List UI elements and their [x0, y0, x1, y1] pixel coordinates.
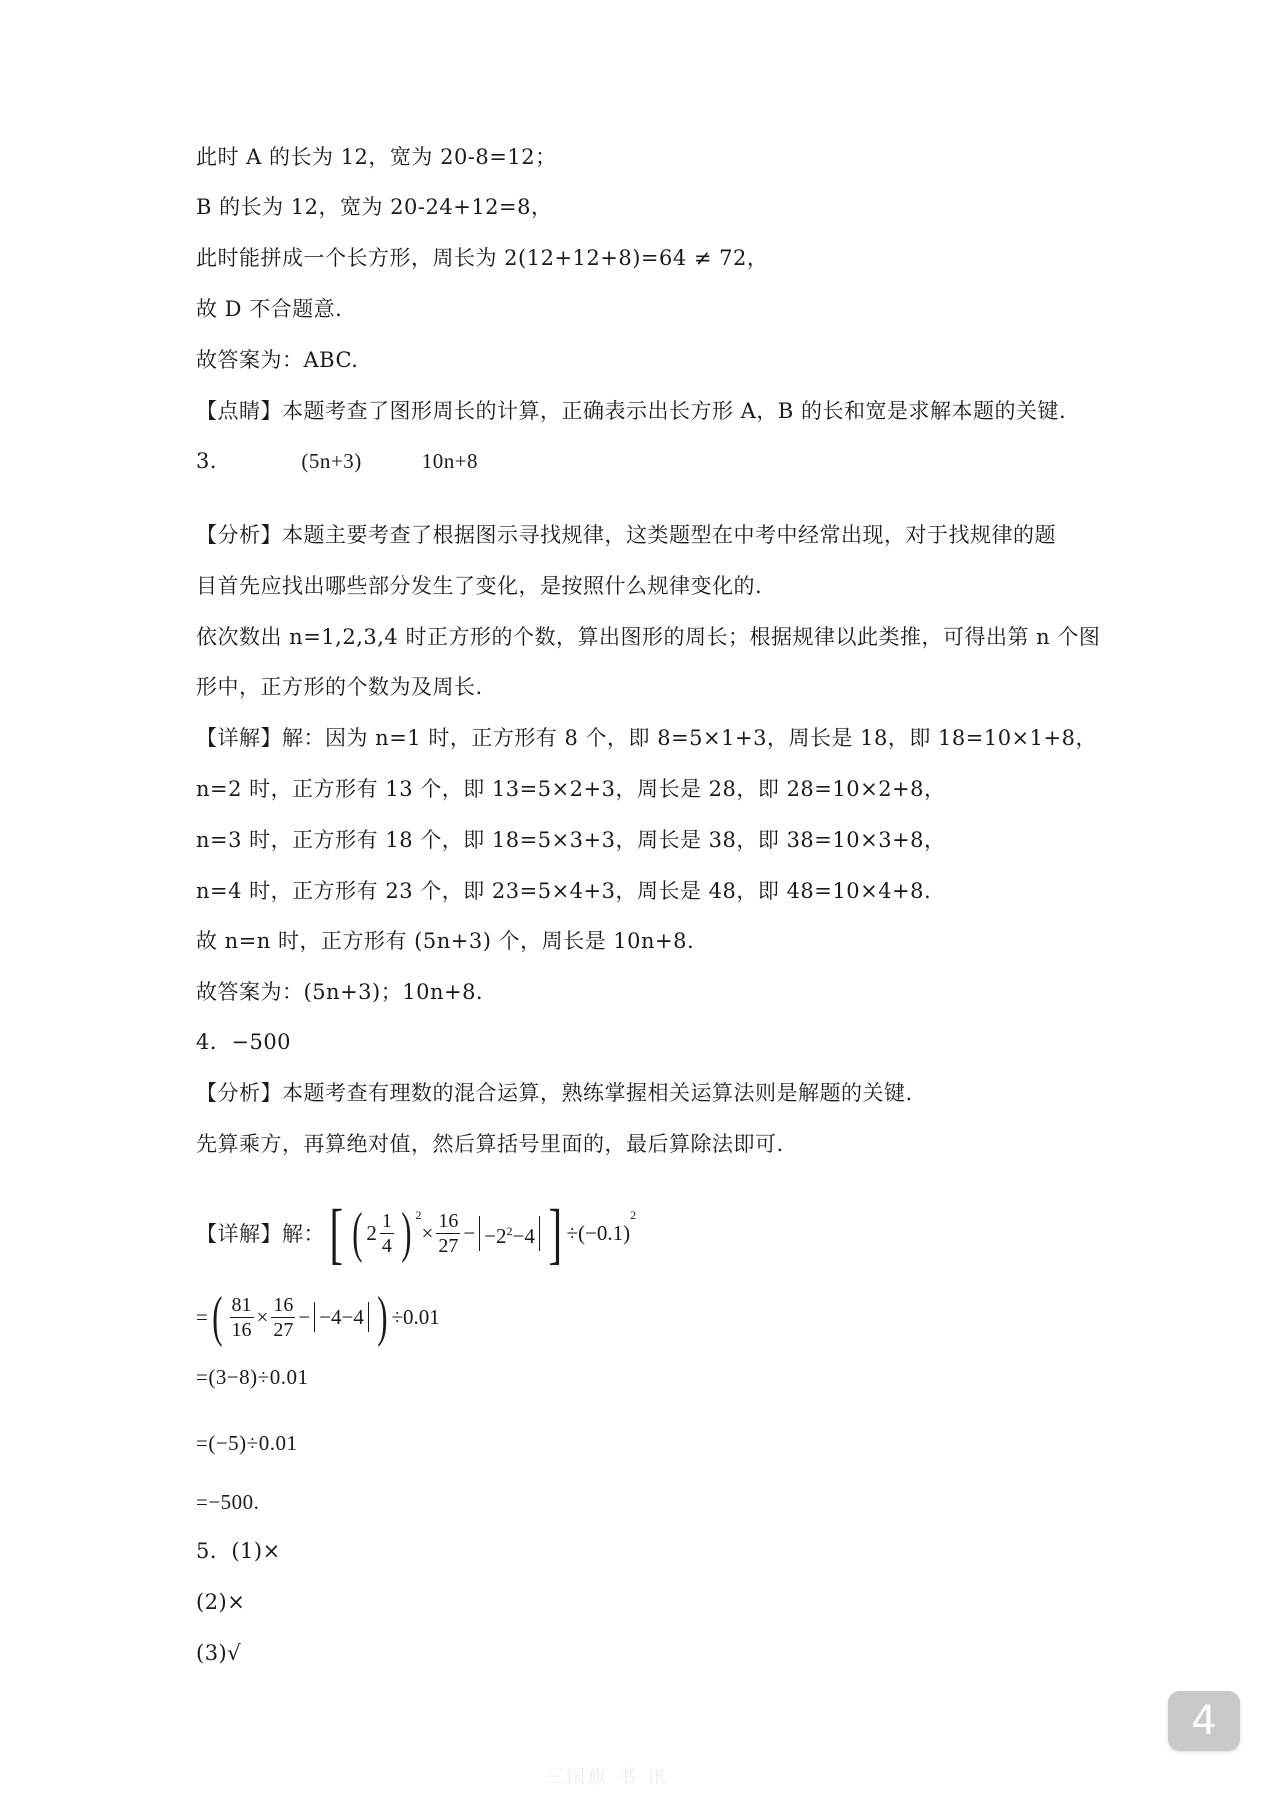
tail-term: (−0.1): [578, 1220, 631, 1245]
fraction: [380, 1209, 394, 1258]
operator: ×: [256, 1304, 269, 1329]
exponent: 2: [506, 1223, 513, 1238]
absolute-value: −4−4: [314, 1302, 369, 1332]
equation-step-3: =(3−8)÷0.01: [196, 1365, 309, 1389]
denominator: 4: [381, 1234, 392, 1257]
denominator: 16: [231, 1318, 252, 1341]
answer-line-3: [196, 446, 478, 476]
answer-blank-2: 10n+8: [421, 449, 479, 473]
text-line: n=2 时，正方形有 13 个，即 13=5×2+3，周长是 28，即 28=10×2+8，: [196, 777, 946, 801]
watermark: 三国旗 书 讯: [546, 1767, 669, 1788]
text-line: 故答案为：ABC.: [196, 348, 359, 372]
abs-term: −2: [484, 1223, 507, 1248]
equals-sign: =: [196, 1304, 208, 1329]
right-paren: ): [377, 1286, 388, 1348]
operator: ÷: [566, 1220, 579, 1245]
detail-label: 【详解】解：: [196, 1222, 325, 1246]
text-line: 先算乘方，再算绝对值，然后算括号里面的，最后算除法即可.: [196, 1132, 784, 1156]
answer-line-4: 4．−500: [196, 1030, 292, 1054]
right-bracket: ]: [548, 1195, 562, 1271]
equation-step-5: =−500.: [196, 1490, 260, 1514]
analysis-line: 【分析】本题主要考查了根据图示寻找规律，这类题型在中考中经常出现，对于找规律的题: [196, 523, 1056, 547]
text-line: 此时 A 的长为 12，宽为 20-8=12；: [196, 145, 557, 169]
right-paren: ): [401, 1202, 412, 1264]
exponent: 2: [630, 1207, 637, 1222]
absolute-value: [479, 1216, 540, 1251]
question-number: 3．: [196, 449, 232, 473]
denominator: 27: [438, 1234, 459, 1257]
equation-step-1: [196, 1188, 636, 1278]
fraction: [230, 1293, 254, 1342]
text-line: n=4 时，正方形有 23 个，即 23=5×4+3，周长是 48，即 48=10×4+8.: [196, 879, 932, 903]
numerator: 1: [381, 1209, 392, 1232]
fraction: [271, 1293, 295, 1342]
fraction: [436, 1209, 460, 1258]
numerator: 16: [273, 1293, 294, 1316]
answer-line-5-2: (2)×: [196, 1590, 246, 1614]
note-line: 【点睛】本题考查了图形周长的计算，正确表示出长方形 A，B 的长和宽是求解本题的关键.: [196, 399, 1067, 423]
text-line: 故 n=n 时，正方形有 (5n+3) 个，周长是 10n+8.: [196, 929, 695, 953]
operator: ×: [421, 1220, 434, 1245]
numerator: 16: [438, 1209, 459, 1232]
answer-line-5: 5．(1)×: [196, 1539, 281, 1563]
text-line: 故 D 不合题意.: [196, 297, 343, 321]
text-line: 依次数出 n=1,2,3,4 时正方形的个数，算出图形的周长；根据规律以此类推，可得出第 n 个图: [196, 625, 1101, 649]
numerator: 81: [231, 1293, 252, 1316]
text-line: 形中，正方形的个数为及周长.: [196, 675, 483, 699]
denominator: 27: [273, 1318, 294, 1341]
text-line: 故答案为：(5n+3)；10n+8.: [196, 980, 484, 1004]
operator: −: [298, 1304, 311, 1329]
text-line: 目首先应找出哪些部分发生了变化，是按照什么规律变化的.: [196, 574, 763, 598]
answer-line-5-3: (3)√: [196, 1641, 242, 1665]
analysis-line: 【分析】本题考查有理数的混合运算，熟练掌握相关运算法则是解题的关键.: [196, 1081, 913, 1105]
mixed-whole: 2: [366, 1220, 377, 1245]
left-paren: (: [351, 1202, 363, 1264]
equation-step-2: [196, 1282, 440, 1352]
page-number-badge: 4: [1168, 1691, 1240, 1751]
equation-step-4: =(−5)÷0.01: [196, 1431, 298, 1455]
text-line: n=3 时，正方形有 18 个，即 18=5×3+3，周长是 38，即 38=10×3+8，: [196, 828, 946, 852]
operator: −: [463, 1220, 476, 1245]
text-line: B 的长为 12，宽为 20-24+12=8，: [196, 195, 553, 219]
answer-blank-1: (5n+3): [301, 449, 362, 473]
left-paren: (: [212, 1286, 223, 1348]
detail-line: 【详解】解：因为 n=1 时，正方形有 8 个，即 8=5×1+3，周长是 18，即 18=10×1+8，: [196, 726, 1097, 750]
text-line: 此时能拼成一个长方形，周长为 2(12+12+8)=64 ≠ 72，: [196, 246, 769, 270]
tail-term: ÷0.01: [391, 1304, 440, 1329]
exponent: 2: [415, 1207, 422, 1222]
abs-term: −4: [512, 1223, 535, 1248]
left-bracket: [: [329, 1195, 344, 1271]
